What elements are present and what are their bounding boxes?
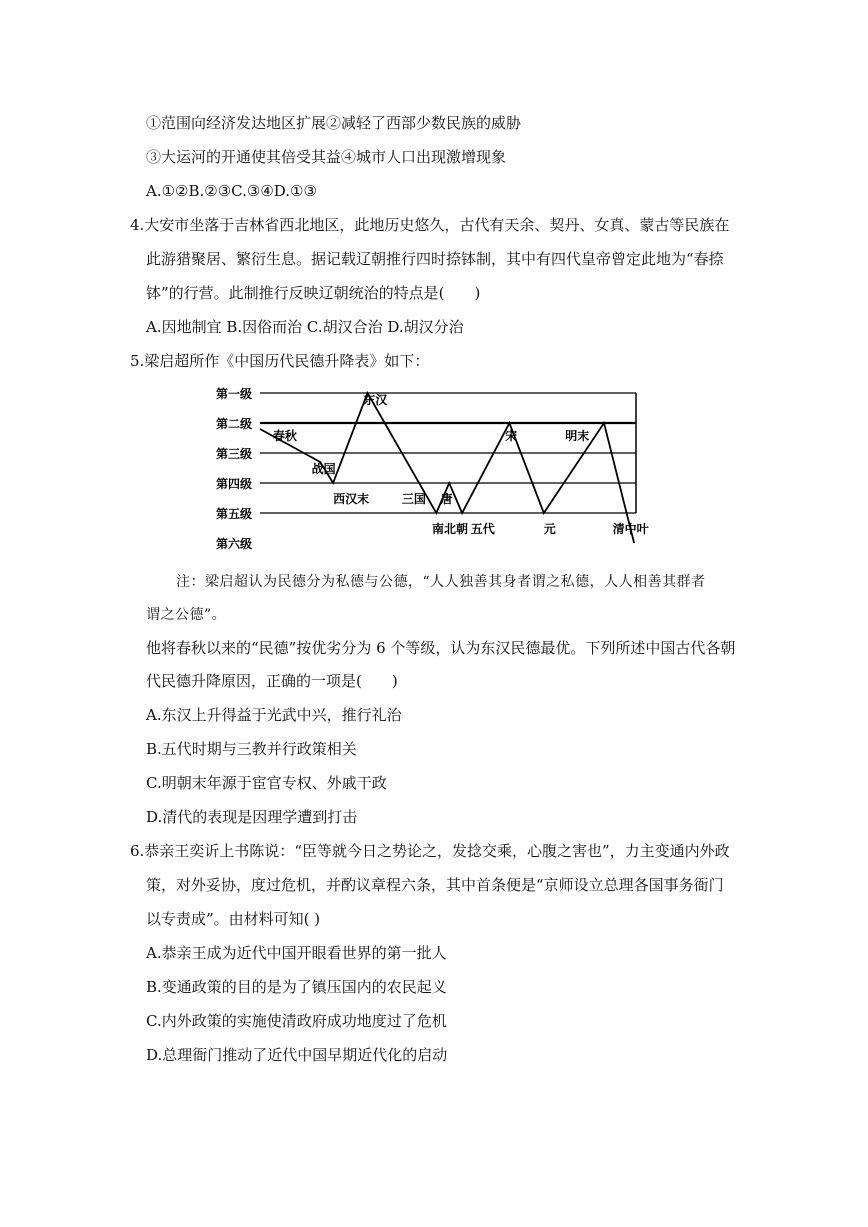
dynasty-label: 东汉 xyxy=(363,393,388,407)
q5-stem: 5.梁启超所作《中国历代民德升降表》如下： xyxy=(130,352,430,370)
dynasty-label: 春秋 xyxy=(272,429,297,443)
q5-question-line-1: 他将春秋以来的“民德”按优劣分为 6 个等级，认为东汉民德最优。下列所述中国古代各朝 xyxy=(146,639,736,657)
level-label: 第一级 xyxy=(216,387,253,401)
dynasty-label: 元 xyxy=(543,522,556,536)
dynasty-label: 宋 xyxy=(505,429,518,443)
level-label: 第二级 xyxy=(216,417,253,431)
q5-note-line-1: 注：梁启超认为民德分为私德与公德，“人人独善其身者谓之私德，人人相善其群者 xyxy=(176,574,706,590)
dynasty-label: 清中叶 xyxy=(612,522,649,536)
q6-option-d: D.总理衙门推动了近代中国早期近代化的启动 xyxy=(146,1046,448,1064)
q6-stem-line-3: 以专责成”。由材料可知( ) xyxy=(146,910,321,928)
dynasty-label: 南北朝 xyxy=(432,522,469,536)
moral-level-chart xyxy=(210,383,649,551)
dynasty-labels xyxy=(273,392,650,536)
q3-statement-1-2: ①范围向经济发达地区扩展②减轻了西部少数民族的威胁 xyxy=(146,114,522,132)
dynasty-label: 五代 xyxy=(470,522,495,536)
q4-stem-line-1: 4.大安市坐落于吉林省西北地区，此地历史悠久，古代有天余、契丹、女真、蒙古等民族在 xyxy=(130,216,730,234)
q6-stem-line-1: 6.恭亲王奕䜣上书陈说：“臣等就今日之势论之，发捻交乘，心腹之害也”，力主变通内外政 xyxy=(130,842,730,860)
dynasty-label: 西汉末 xyxy=(333,492,370,506)
q6-option-b: B.变通政策的目的是为了镇压国内的农民起义 xyxy=(146,978,447,996)
q4-stem-line-2: 此游猎聚居、繁衍生息。据记载辽朝推行四时捺钵制，其中有四代皇帝曾定此地为“春捺 xyxy=(146,250,724,268)
level-axis xyxy=(216,386,252,551)
dynasty-label: 明末 xyxy=(565,429,590,443)
dynasty-label: 唐 xyxy=(440,492,453,506)
q5-option-c: C.明朝末年源于宦官专权、外戚干政 xyxy=(146,774,387,792)
q5-option-a: A.东汉上升得益于光武中兴，推行礼治 xyxy=(146,706,402,724)
level-label: 第三级 xyxy=(216,447,253,461)
level-label: 第六级 xyxy=(216,537,253,551)
q5-note-line-2: 谓之公德”。 xyxy=(146,607,227,623)
level-label: 第五级 xyxy=(216,507,253,521)
q5-option-b: B.五代时期与三教并行政策相关 xyxy=(146,740,357,758)
q4-stem-line-3: 钵”的行营。此制推行反映辽朝统治的特点是( ) xyxy=(146,284,481,302)
q3-answer-options: A.①②B.②③C.③④D.①③ xyxy=(146,182,317,200)
dynasty-label: 战国 xyxy=(311,462,336,476)
level-label: 第四级 xyxy=(216,477,253,491)
q4-answer-options: A.因地制宜 B.因俗而治 C.胡汉合治 D.胡汉分治 xyxy=(146,318,464,336)
q5-option-d: D.清代的表现是因理学遭到打击 xyxy=(146,808,358,826)
q6-stem-line-2: 策，对外妥协，度过危机，并酌议章程六条，其中首条便是“京师设立总理各国事务衙门 xyxy=(146,876,724,894)
dynasty-label: 三国 xyxy=(401,492,426,506)
q6-option-a: A.恭亲王成为近代中国开眼看世界的第一批人 xyxy=(146,944,447,962)
q3-statement-3-4: ③大运河的开通使其倍受其益④城市人口出现激增现象 xyxy=(146,148,507,166)
q6-option-c: C.内外政策的实施使清政府成功地度过了危机 xyxy=(146,1012,447,1030)
q5-question-line-2: 代民德升降原因，正确的一项是( ) xyxy=(146,672,398,690)
